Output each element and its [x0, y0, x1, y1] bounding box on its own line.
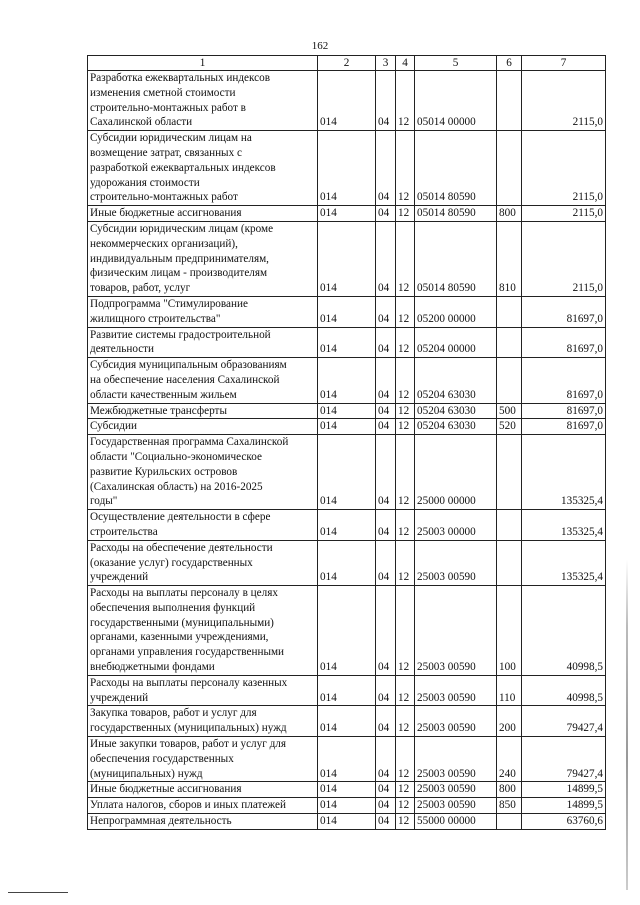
section-code-cell: 04 — [376, 737, 396, 782]
row-name-line: Развитие системы градостроительной — [90, 328, 271, 341]
ministry-code-cell: 014 — [318, 403, 376, 419]
ministry-code-cell: 014 — [318, 675, 376, 706]
target-article-cell: 25003 00000 — [415, 510, 497, 541]
section-code-cell: 04 — [376, 206, 396, 222]
expense-type-cell — [497, 131, 522, 206]
amount-cell: 2115,0 — [522, 221, 606, 296]
section-code-cell: 04 — [376, 675, 396, 706]
table-row — [88, 435, 606, 510]
section-code-cell: 04 — [376, 814, 396, 830]
row-name-line: органами, казенными учреждениями, — [90, 631, 269, 644]
section-code-cell: 04 — [376, 540, 396, 585]
row-name-line: (Сахалинская область) на 2016-2025 — [90, 480, 263, 493]
amount-cell: 2115,0 — [522, 71, 606, 131]
expense-type-cell — [497, 435, 522, 510]
column-header: 4 — [396, 56, 415, 71]
row-name-line: возмещение затрат, связанных с — [90, 146, 242, 159]
subsection-code-cell: 12 — [396, 403, 415, 419]
amount-cell: 2115,0 — [522, 131, 606, 206]
amount-cell: 81697,0 — [522, 403, 606, 419]
ministry-code-cell: 014 — [318, 221, 376, 296]
table-row — [88, 403, 606, 419]
table-row — [88, 782, 606, 798]
subsection-code-cell: 12 — [396, 798, 415, 814]
amount-cell: 81697,0 — [522, 296, 606, 327]
table-row — [88, 706, 606, 737]
amount-cell: 135325,4 — [522, 435, 606, 510]
section-code-cell: 04 — [376, 798, 396, 814]
subsection-code-cell: 12 — [396, 71, 415, 131]
section-code-cell: 04 — [376, 71, 396, 131]
row-name-line: Иные бюджетные ассигнования — [90, 783, 242, 796]
expense-type-cell — [497, 327, 522, 358]
row-name-line: жилищного строительства" — [90, 312, 221, 325]
row-name-line: удорожания стоимости — [90, 176, 200, 189]
target-article-cell: 25003 00590 — [415, 675, 497, 706]
expense-type-cell: 800 — [497, 782, 522, 798]
row-name-line: (муниципальных) нужд — [90, 767, 203, 780]
table-row — [88, 206, 606, 222]
header-row — [88, 56, 606, 71]
table-row — [88, 586, 606, 676]
amount-cell: 14899,5 — [522, 798, 606, 814]
section-code-cell: 04 — [376, 403, 396, 419]
section-code-cell: 04 — [376, 296, 396, 327]
ministry-code-cell: 014 — [318, 737, 376, 782]
target-article-cell: 25003 00590 — [415, 706, 497, 737]
expense-type-cell — [497, 540, 522, 585]
table-row — [88, 358, 606, 403]
table-row — [88, 327, 606, 358]
amount-cell: 2115,0 — [522, 206, 606, 222]
row-name-line: области "Социально-экономическое — [90, 450, 262, 463]
row-name-line: строительно-монтажных работ — [90, 191, 238, 204]
column-header: 1 — [88, 56, 318, 71]
ministry-code-cell: 014 — [318, 71, 376, 131]
section-code-cell: 04 — [376, 327, 396, 358]
page-number: 162 — [311, 40, 329, 52]
target-article-cell: 25000 00000 — [415, 435, 497, 510]
amount-cell: 135325,4 — [522, 510, 606, 541]
column-header: 6 — [497, 56, 522, 71]
table-row — [88, 675, 606, 706]
target-article-cell: 05014 80590 — [415, 206, 497, 222]
row-name-line: разработкой ежеквартальных индексов — [90, 161, 276, 174]
row-name-line: государственных (муниципальных) нужд — [90, 722, 287, 735]
row-name-line: на обеспечение населения Сахалинской — [90, 373, 280, 386]
table-row — [88, 737, 606, 782]
table-row — [88, 510, 606, 541]
row-name-line: Сахалинской области — [90, 116, 193, 129]
expense-type-cell: 100 — [497, 586, 522, 676]
row-name-cell — [88, 706, 318, 737]
section-code-cell: 04 — [376, 706, 396, 737]
row-name-cell — [88, 206, 318, 222]
row-name-line: Субсидии юридическим лицам на — [90, 132, 252, 145]
amount-cell: 81697,0 — [522, 358, 606, 403]
table-row — [88, 419, 606, 435]
table-row — [88, 814, 606, 830]
subsection-code-cell: 12 — [396, 510, 415, 541]
row-name-line: товаров, работ, услуг — [90, 282, 191, 295]
subsection-code-cell: 12 — [396, 131, 415, 206]
table-row — [88, 131, 606, 206]
target-article-cell: 25003 00590 — [415, 782, 497, 798]
section-code-cell: 04 — [376, 435, 396, 510]
table-row — [88, 798, 606, 814]
subsection-code-cell: 12 — [396, 586, 415, 676]
row-name-cell — [88, 358, 318, 403]
table-row — [88, 71, 606, 131]
amount-cell: 40998,5 — [522, 586, 606, 676]
expense-type-cell — [497, 71, 522, 131]
row-name-cell — [88, 131, 318, 206]
ministry-code-cell: 014 — [318, 327, 376, 358]
row-name-cell — [88, 675, 318, 706]
subsection-code-cell: 12 — [396, 540, 415, 585]
target-article-cell: 25003 00590 — [415, 540, 497, 585]
target-article-cell: 25003 00590 — [415, 798, 497, 814]
amount-cell: 79427,4 — [522, 706, 606, 737]
budget-table — [87, 55, 606, 830]
row-name-line: Непрограммная деятельность — [90, 815, 232, 828]
row-name-line: изменения сметной стоимости — [90, 86, 236, 99]
table-row — [88, 540, 606, 585]
section-code-cell: 04 — [376, 221, 396, 296]
subsection-code-cell: 12 — [396, 221, 415, 296]
amount-cell: 79427,4 — [522, 737, 606, 782]
subsection-code-cell: 12 — [396, 814, 415, 830]
footer-divider — [8, 892, 68, 893]
ministry-code-cell: 014 — [318, 540, 376, 585]
ministry-code-cell: 014 — [318, 586, 376, 676]
section-code-cell: 04 — [376, 358, 396, 403]
column-header: 2 — [318, 56, 376, 71]
ministry-code-cell: 014 — [318, 798, 376, 814]
row-name-cell — [88, 403, 318, 419]
subsection-code-cell: 12 — [396, 327, 415, 358]
expense-type-cell: 810 — [497, 221, 522, 296]
amount-cell: 63760,6 — [522, 814, 606, 830]
target-article-cell: 05204 63030 — [415, 403, 497, 419]
amount-cell: 135325,4 — [522, 540, 606, 585]
ministry-code-cell: 014 — [318, 131, 376, 206]
row-name-line: Уплата налогов, сборов и иных платежей — [90, 799, 286, 812]
row-name-line: Иные закупки товаров, работ и услуг для — [90, 738, 287, 751]
row-name-cell — [88, 221, 318, 296]
amount-cell: 14899,5 — [522, 782, 606, 798]
row-name-line: физическим лицам - производителям — [90, 267, 268, 280]
ministry-code-cell: 014 — [318, 435, 376, 510]
row-name-cell — [88, 435, 318, 510]
scan-edge-shadow — [626, 560, 628, 890]
table-body — [88, 71, 606, 830]
row-name-line: (оказание услуг) государственных — [90, 556, 253, 569]
ministry-code-cell: 014 — [318, 782, 376, 798]
target-article-cell: 05204 63030 — [415, 358, 497, 403]
row-name-line: Государственная программа Сахалинской — [90, 436, 289, 449]
expense-type-cell: 110 — [497, 675, 522, 706]
row-name-line: области качественным жильем — [90, 388, 237, 401]
subsection-code-cell: 12 — [396, 782, 415, 798]
row-name-line: Закупка товаров, работ и услуг для — [90, 707, 257, 720]
row-name-cell — [88, 540, 318, 585]
subsection-code-cell: 12 — [396, 206, 415, 222]
row-name-line: Субсидии — [90, 420, 137, 433]
row-name-cell — [88, 814, 318, 830]
subsection-code-cell: 12 — [396, 435, 415, 510]
row-name-line: Иные бюджетные ассигнования — [90, 207, 242, 220]
section-code-cell: 04 — [376, 419, 396, 435]
row-name-line: обеспечения государственных — [90, 752, 234, 765]
section-code-cell: 04 — [376, 510, 396, 541]
row-name-line: учреждений — [90, 571, 149, 584]
row-name-line: Осуществление деятельности в сфере — [90, 511, 271, 524]
expense-type-cell: 200 — [497, 706, 522, 737]
row-name-line: государственными (муниципальными) — [90, 616, 274, 629]
section-code-cell: 04 — [376, 586, 396, 676]
row-name-line: Расходы на выплаты персоналу казенных — [90, 676, 288, 689]
row-name-line: Субсидии юридическим лицам (кроме — [90, 222, 274, 235]
subsection-code-cell: 12 — [396, 419, 415, 435]
row-name-line: Разработка ежеквартальных индексов — [90, 72, 271, 84]
expense-type-cell — [497, 296, 522, 327]
column-header: 3 — [376, 56, 396, 71]
row-name-line: Межбюджетные трансферты — [90, 404, 227, 417]
subsection-code-cell: 12 — [396, 675, 415, 706]
row-name-line: Расходы на выплаты персоналу в целях — [90, 587, 278, 600]
ministry-code-cell: 014 — [318, 706, 376, 737]
row-name-cell — [88, 737, 318, 782]
target-article-cell: 25003 00590 — [415, 586, 497, 676]
ministry-code-cell: 014 — [318, 296, 376, 327]
row-name-line: обеспечения выполнения функций — [90, 601, 256, 614]
expense-type-cell: 850 — [497, 798, 522, 814]
target-article-cell: 05014 80590 — [415, 131, 497, 206]
row-name-cell — [88, 296, 318, 327]
row-name-cell — [88, 71, 318, 131]
expense-type-cell — [497, 510, 522, 541]
ministry-code-cell: 014 — [318, 206, 376, 222]
ministry-code-cell: 014 — [318, 814, 376, 830]
row-name-line: деятельности — [90, 343, 155, 356]
section-code-cell: 04 — [376, 131, 396, 206]
expense-type-cell: 240 — [497, 737, 522, 782]
expense-type-cell: 500 — [497, 403, 522, 419]
row-name-cell — [88, 419, 318, 435]
section-code-cell: 04 — [376, 782, 396, 798]
ministry-code-cell: 014 — [318, 510, 376, 541]
row-name-line: учреждений — [90, 691, 149, 704]
row-name-cell — [88, 327, 318, 358]
target-article-cell: 05014 80590 — [415, 221, 497, 296]
expense-type-cell — [497, 358, 522, 403]
row-name-line: внебюджетными фондами — [90, 661, 215, 674]
target-article-cell: 25003 00590 — [415, 737, 497, 782]
expense-type-cell: 520 — [497, 419, 522, 435]
row-name-line: строительно-монтажных работ в — [90, 101, 246, 114]
row-name-line: Подпрограмма "Стимулирование — [90, 297, 248, 310]
table-row — [88, 296, 606, 327]
subsection-code-cell: 12 — [396, 358, 415, 403]
amount-cell: 81697,0 — [522, 419, 606, 435]
amount-cell: 40998,5 — [522, 675, 606, 706]
target-article-cell: 55000 00000 — [415, 814, 497, 830]
row-name-line: годы" — [90, 495, 118, 508]
target-article-cell: 05200 00000 — [415, 296, 497, 327]
expense-type-cell — [497, 814, 522, 830]
row-name-line: некоммерческих организаций), — [90, 237, 238, 250]
amount-cell: 81697,0 — [522, 327, 606, 358]
ministry-code-cell: 014 — [318, 358, 376, 403]
row-name-cell — [88, 586, 318, 676]
target-article-cell: 05204 00000 — [415, 327, 497, 358]
ministry-code-cell: 014 — [318, 419, 376, 435]
row-name-line: развитие Курильских островов — [90, 465, 238, 478]
row-name-line: индивидуальным предпринимателям, — [90, 252, 269, 265]
subsection-code-cell: 12 — [396, 706, 415, 737]
subsection-code-cell: 12 — [396, 737, 415, 782]
column-header: 5 — [415, 56, 497, 71]
target-article-cell: 05204 63030 — [415, 419, 497, 435]
row-name-line: строительства — [90, 525, 158, 538]
row-name-line: органами управления государственными — [90, 646, 285, 659]
row-name-line: Расходы на обеспечение деятельности — [90, 541, 273, 554]
row-name-line: Субсидия муниципальным образованиям — [90, 359, 287, 372]
row-name-cell — [88, 510, 318, 541]
subsection-code-cell: 12 — [396, 296, 415, 327]
row-name-cell — [88, 782, 318, 798]
target-article-cell: 05014 00000 — [415, 71, 497, 131]
row-name-cell — [88, 798, 318, 814]
expense-type-cell: 800 — [497, 206, 522, 222]
table-row — [88, 221, 606, 296]
column-header: 7 — [522, 56, 606, 71]
